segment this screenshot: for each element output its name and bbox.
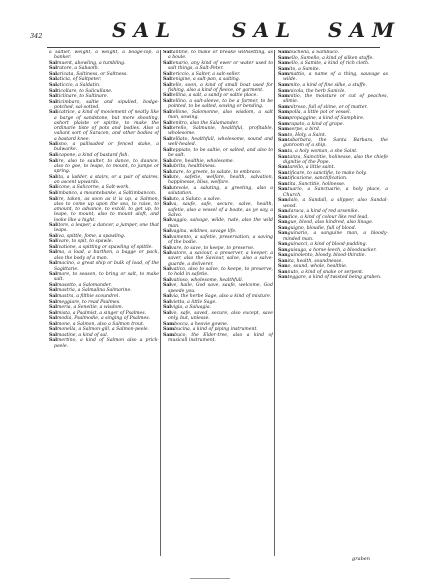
entry-definition: aticia, of Saltpeter. xyxy=(57,77,102,83)
entry-headword: Sal xyxy=(49,196,58,202)
entry-headword: San xyxy=(278,258,288,264)
entry-definition: vigia, a Saluagia. xyxy=(171,305,212,311)
entry-definition: mastine, a kind of sal. xyxy=(57,332,109,338)
entry-definition: vatore, a saviour, a preserver, a keeper, a saver, also the Saviour, salve, also a salve-guarde, a deliverer. xyxy=(168,251,273,267)
dictionary-entry xyxy=(278,275,388,280)
entry-definition: mista, a Psalmist, a singer of Psalmes. xyxy=(57,310,147,316)
entry-definition: propaggine, a kind of Samphire. xyxy=(289,115,365,121)
entry-headword: Sal xyxy=(163,93,172,99)
entry-headword: Sam xyxy=(278,72,290,78)
dictionary-entry xyxy=(278,94,388,105)
entry-headword: San xyxy=(278,264,288,270)
entry-definition: mastra, a filthie scoundrel. xyxy=(57,293,120,299)
dictionary-entry xyxy=(49,159,159,175)
dictionary-entry xyxy=(278,231,388,242)
entry-headword: Sal xyxy=(49,66,58,72)
entry-headword: San xyxy=(278,138,288,144)
entry-headword: Sam xyxy=(163,321,175,327)
dictionary-entry xyxy=(163,283,273,294)
entry-definition: nitroso, full of slime, or of matter. xyxy=(289,104,368,110)
entry-headword: Sal xyxy=(49,282,58,288)
entry-definition: bocca, a heavie gowne. xyxy=(174,321,229,327)
entry-definition: ubrita, healthiness. xyxy=(171,164,217,170)
entry-definition: vatico, also to salve, to keepe, to preserve, to hold in safetie. xyxy=(168,267,273,278)
entry-definition: gue, blood, also kindred, also linage. xyxy=(287,220,374,226)
entry-definition: tenario, any kind of ewer or water used to salt things, a Salt-Peter. xyxy=(168,60,273,72)
entry-headword: Sal xyxy=(49,142,58,148)
entry-definition: teppiato, to be saltie, or salted, and also to be salt. xyxy=(168,147,273,159)
entry-headword: San xyxy=(278,165,288,171)
dictionary-column-2 xyxy=(163,50,273,556)
entry-headword: Sal xyxy=(49,153,58,159)
dictionary-entry xyxy=(49,294,159,299)
entry-definition: tanza, Sainctitie, holinesse, also the chiefe dignitie of the Pope. xyxy=(283,154,388,165)
entry-definition: ta, a holy woman, a she Saint. xyxy=(287,148,358,154)
entry-definition: tificare, to sanctifie, to make holy. xyxy=(287,170,367,176)
entry-headword: Sal xyxy=(49,60,58,66)
entry-definition: nitio, the moisture or cut of peaches, slimie. xyxy=(283,94,388,105)
running-head-left: SAL xyxy=(112,18,178,42)
dictionary-entry xyxy=(163,305,273,310)
dictionary-entry xyxy=(163,83,273,94)
entry-headword: Sal xyxy=(163,229,172,235)
entry-headword: Sal xyxy=(49,327,58,333)
entry-headword: Sal xyxy=(49,338,58,344)
entry-headword: Sam xyxy=(278,66,290,72)
entry-definition: tita, Sanctitie, holinesse. xyxy=(287,181,346,187)
entry-headword: Sal xyxy=(163,136,172,142)
entry-headword: Sal xyxy=(163,158,172,164)
dictionary-entry xyxy=(163,218,273,229)
entry-headword: Sal xyxy=(49,99,58,105)
entry-headword: Sal xyxy=(163,164,172,170)
dictionary-column-3 xyxy=(278,50,388,556)
column-divider xyxy=(160,50,161,556)
entry-definition: tarello, a little saint. xyxy=(287,165,336,171)
entry-headword: San xyxy=(278,170,288,176)
entry-definition: aricata, Saltiness, or Saltness. xyxy=(57,71,128,77)
entry-headword: San xyxy=(278,275,288,281)
dictionary-entry xyxy=(49,100,159,111)
entry-headword: Sal xyxy=(163,294,172,300)
entry-headword: San xyxy=(278,214,288,220)
entry-definition: vo, safe, saved, secure, also except, save only, but, unlesse. xyxy=(168,310,273,322)
entry-headword: Sam xyxy=(278,82,290,88)
entry-headword: San xyxy=(278,242,288,248)
entry-headword: Sal xyxy=(163,82,172,88)
entry-definition: icone, a Salicorne, a Salt-work. xyxy=(57,185,130,191)
entry-headword: Sam xyxy=(278,110,290,116)
entry-definition: ubre, healthie, wholesome. xyxy=(171,158,235,164)
entry-headword: Sam xyxy=(163,332,175,338)
dictionary-entry xyxy=(163,235,273,246)
entry-headword: Sam xyxy=(278,104,290,110)
dictionary-entry xyxy=(163,126,273,137)
entry-headword: Sal xyxy=(49,71,58,77)
entry-definition: iva, spittle, fome, a spawling. xyxy=(57,233,126,239)
entry-definition: guinario, a sanguine man, a bloody-minded man. xyxy=(283,231,388,242)
dictionary-entry xyxy=(49,261,159,272)
entry-headword: Sal xyxy=(49,261,58,267)
entry-definition: tabarbara, the Santa Barbara, the gunroom of a ship. xyxy=(283,138,388,149)
entry-headword: Sal xyxy=(49,288,58,294)
dictionary-entry xyxy=(49,338,159,349)
dictionary-entry xyxy=(163,229,273,234)
entry-definition: utevole, a saluting, a greeting, also a salutation. xyxy=(168,186,273,197)
entry-headword: Sal xyxy=(49,190,58,196)
entry-headword: Sam xyxy=(278,61,290,67)
entry-definition: daraca, a kind of red arsenike. xyxy=(287,209,359,215)
entry-headword: Sam xyxy=(278,88,290,94)
dictionary-entry xyxy=(278,187,388,198)
entry-definition: ma, a load, a burthen, a bagge or pack, also the body of a man. xyxy=(54,250,159,261)
entry-headword: Sal xyxy=(49,239,58,245)
dictionary-entry xyxy=(278,89,388,94)
dictionary-entry xyxy=(163,294,273,299)
catchword: graben xyxy=(352,556,370,562)
dictionary-entry xyxy=(163,246,273,251)
entry-definition: imbanco, a mountebanke, a Saltimbancon. xyxy=(57,190,157,196)
dictionary-entry xyxy=(49,66,159,71)
entry-definition: muent, abowling, a tumbling. xyxy=(57,60,126,66)
entry-headword: Sal xyxy=(163,234,172,240)
entry-definition: icatrice, a kind of moviement of neatly like a barge of sandstone, but more shooting, ashort plaiste or spirite, to make the ordinarie tiste of pots and bodies. Also a valiant sort of Saracen, and other bodies of a bastard knee. xyxy=(54,110,159,142)
entry-headword: Sal xyxy=(49,250,58,256)
entry-headword: Sal xyxy=(49,110,58,116)
entry-definition: dice, a kind of colour like red lead. xyxy=(287,214,369,220)
dictionary-entry xyxy=(278,242,388,247)
entry-definition: ello, a Samite, a kind of rich cloth. xyxy=(289,61,370,67)
entry-headword: Sal xyxy=(49,88,58,94)
entry-definition: telliato, healthfull, wholesome, sound and well-healed. xyxy=(168,136,273,148)
entry-headword: Sal xyxy=(163,202,172,208)
dictionary-entry xyxy=(278,56,388,61)
dictionary-entry xyxy=(49,175,159,186)
entry-definition: macino, a great ship or bulk of load, of the Sagittarie. xyxy=(54,261,159,272)
dictionary-entry xyxy=(163,137,273,148)
dictionary-entry xyxy=(49,83,159,88)
entry-definition: ticimbaro, saltie and sipulied, bodge-potched, sal-sotted. xyxy=(54,99,159,110)
entry-definition: mare, to season, to bring or salt, to make salt. xyxy=(54,272,159,283)
entry-definition: va, saufe, safe, secure, salve, health, safetie, also a vessel of a boate, as ye say, a Salvo. xyxy=(168,202,273,218)
entry-definition: vagina, wildnes, savage life. xyxy=(171,229,237,235)
entry-headword: San xyxy=(278,209,288,215)
dictionary-entry xyxy=(163,164,273,169)
entry-headword: Sal xyxy=(49,158,58,164)
entry-headword: Sal xyxy=(49,77,58,83)
entry-headword: Sal xyxy=(163,50,172,55)
dictionary-entry xyxy=(278,61,388,66)
dictionary-entry xyxy=(49,185,159,190)
entry-headword: Sam xyxy=(278,115,290,121)
entry-headword: Sam xyxy=(278,50,290,55)
entry-headword: Sal xyxy=(163,71,172,77)
dictionary-entry xyxy=(163,186,273,197)
dictionary-entry xyxy=(163,202,273,218)
entry-definition: mastria, a Salmalina Salmarine. xyxy=(57,288,132,294)
dictionary-entry xyxy=(278,127,388,132)
entry-definition: nuto, a kind of snake or serpent. xyxy=(287,269,364,275)
dictionary-entry xyxy=(49,288,159,293)
entry-headword: Sal xyxy=(163,251,172,257)
page-header xyxy=(30,18,400,48)
entry-definition: rapato, a kind of grape. xyxy=(289,121,345,127)
entry-headword: San xyxy=(278,269,288,275)
entry-headword: Sal xyxy=(49,272,58,278)
entry-definition: dalo, a Sandall, a slipper, also Sandal-wood. xyxy=(283,198,388,209)
dictionary-entry xyxy=(163,333,273,344)
entry-headword: Sal xyxy=(49,185,58,191)
entry-definition: modia, Psalmodie, a singing of Psalmes. xyxy=(57,316,151,322)
entry-definition: guisuga, a horse-leech, a bloodsucker. xyxy=(287,247,377,253)
entry-headword: San xyxy=(278,231,288,237)
entry-definition: mito, a kind of fine silke, a stuffe. xyxy=(289,82,367,88)
entry-headword: Sal xyxy=(49,174,58,180)
entry-headword: Sam xyxy=(278,121,290,127)
entry-headword: Sal xyxy=(49,293,58,299)
dictionary-entry xyxy=(49,110,159,142)
entry-headword: Sal xyxy=(49,94,58,100)
entry-headword: Sal xyxy=(163,277,172,283)
dictionary-entry xyxy=(49,94,159,99)
dictionary-entry xyxy=(278,165,388,170)
dictionary-entry xyxy=(49,153,159,158)
entry-headword: Sal xyxy=(49,321,58,327)
dictionary-entry xyxy=(278,72,388,83)
entry-headword: Sal xyxy=(163,77,172,83)
entry-definition: guigno, bloudie, full of blood. xyxy=(287,225,357,231)
entry-definition: icapone, a kind of bastard fish. xyxy=(57,153,129,159)
entry-headword: San xyxy=(278,181,288,187)
entry-definition: ratore, a Sabaoth. xyxy=(57,66,100,72)
entry-definition: ve, haile, God save, saufe, welcome, God speede you. xyxy=(168,283,273,294)
entry-definition: meggiare, to read Psalmes. xyxy=(57,299,121,305)
entry-headword: San xyxy=(278,154,288,160)
entry-headword: Sal xyxy=(163,283,172,289)
entry-definition: ito, a Samite. xyxy=(289,66,321,72)
column-divider xyxy=(274,50,275,556)
entry-definition: vietta, a little Sage. xyxy=(171,299,217,305)
entry-definition: ita, health, soundnesse. xyxy=(287,258,343,264)
entry-headword: Sam xyxy=(163,327,175,333)
dictionary-entry xyxy=(163,93,273,98)
dictionary-entry xyxy=(163,327,273,332)
dictionary-entry xyxy=(278,209,388,214)
dictionary-entry xyxy=(49,142,159,153)
entry-definition: ita, a ladder, a stairs, or a pair of staires, an ascent upwards. xyxy=(54,174,159,185)
dictionary-entry xyxy=(278,122,388,127)
entry-definition: bucina, a kind of piping instrument. xyxy=(174,327,258,333)
dictionary-entry xyxy=(278,110,388,115)
entry-definition: ute, safetie, welfare, health, salvation, happinesse, bliss, welfare. xyxy=(168,175,273,186)
entry-definition: polla, a little pot or vessel. xyxy=(289,110,352,116)
entry-headword: San xyxy=(278,253,288,259)
entry-definition: buco, the Elder-tree, also a kind of musicall instrument. xyxy=(168,332,273,344)
dictionary-entry xyxy=(278,220,388,225)
entry-definition: serpe, a bird. xyxy=(289,127,321,133)
dictionary-entry xyxy=(278,83,388,88)
entry-definition: itore, a leaper, a dancer, a jumper, one that leaps. xyxy=(54,223,159,234)
entry-definition: vamento, a safetie, preservation, a saving of the bodie. xyxy=(168,234,273,245)
dictionary-entry xyxy=(49,305,159,310)
dictionary-entry xyxy=(163,50,273,61)
entry-headword: San xyxy=(278,187,288,193)
entry-headword: Sal xyxy=(163,126,172,132)
entry-headword: Sal xyxy=(163,310,172,316)
entry-headword: Sal xyxy=(163,196,172,202)
entry-headword: San xyxy=(278,198,288,204)
entry-definition: ivatione, a spitting or spawling of spittle. xyxy=(57,244,153,250)
entry-definition: guinolento, bloody, blood-thirstie. xyxy=(287,253,366,259)
entry-headword: Sal xyxy=(49,310,58,316)
dictionary-entry xyxy=(49,300,159,305)
dictionary-column-1 xyxy=(49,50,159,556)
entry-definition: a saltier, weight, a weight, a boage-lop, a banker. xyxy=(49,50,159,61)
entry-definition: to, Holy, a Saint. xyxy=(287,132,327,138)
entry-headword: Sam xyxy=(278,55,290,61)
dictionary-entry xyxy=(163,110,273,121)
dictionary-entry xyxy=(163,61,273,72)
running-head-right: SAM xyxy=(328,18,402,42)
running-head-center: SAL xyxy=(232,18,298,42)
entry-headword: San xyxy=(278,132,288,138)
entry-headword: Sal xyxy=(163,169,172,175)
entry-headword: Sal xyxy=(163,120,172,126)
entry-headword: Sal xyxy=(163,186,172,191)
entry-headword: Sal xyxy=(49,316,58,322)
entry-definition: ticollare, to Salicullane. xyxy=(57,88,113,94)
entry-headword: Sal xyxy=(163,175,172,181)
entry-definition: utare, to greete, to salute, to embrace. xyxy=(171,169,262,175)
entry-headword: Sam xyxy=(278,127,290,133)
entry-headword: Sam xyxy=(278,94,290,100)
entry-definition: tuario, a Sanctuarie, a holy place, a Church. xyxy=(283,187,388,198)
entry-definition: tantine, to make or breake withsetting, as a boule. xyxy=(168,50,273,61)
entry-headword: Sal xyxy=(49,299,58,305)
dictionary-entry xyxy=(163,251,273,267)
entry-definition: tellino, a salt-sleeve, to be a farmer, to be pointed, to be salted, sowing or bending. xyxy=(168,99,273,110)
entry-headword: Sal xyxy=(49,223,58,229)
dictionary-entry xyxy=(49,316,159,321)
entry-headword: Sal xyxy=(49,82,58,88)
entry-definition: ivare, to spit, to spawle. xyxy=(57,239,113,245)
entry-headword: Sal xyxy=(163,245,172,251)
entry-definition: tellina, a salt, a sandy or saltie place. xyxy=(171,93,258,99)
entry-headword: San xyxy=(278,225,288,231)
entry-headword: Sal xyxy=(163,99,172,105)
entry-definition: teggare, a kind of twisted being graben. xyxy=(287,275,382,281)
entry-definition: mattio, a name of a thing, sauvage as wilde. xyxy=(283,72,388,83)
entry-definition: ire, taken, as soon as it is up, a Salmon, also to come up upon the sea, to raise, to amount, to advance, to extoll, to get up, to leape, to mount, also to mount aloft, and looke like a hight. xyxy=(54,196,159,223)
entry-headword: Sal xyxy=(163,109,172,115)
header-rule xyxy=(47,47,380,48)
dictionary-entry xyxy=(163,311,273,322)
entry-definition: buchella, a Sambuco. xyxy=(289,50,339,55)
entry-headword: San xyxy=(278,220,288,226)
dictionary-entry xyxy=(278,50,388,55)
dictionary-entry xyxy=(49,89,159,94)
entry-definition: vaggio, salvage, wilde, rude, also the wild man. xyxy=(168,218,273,229)
entry-definition: tello, soon, a kind of small boat used for fishing, also a kind of fleece, or garment. xyxy=(168,82,273,93)
dictionary-entry xyxy=(49,239,159,244)
dictionary-entry xyxy=(163,99,273,110)
entry-headword: Sal xyxy=(163,147,172,153)
dictionary-entry xyxy=(49,327,159,332)
entry-headword: Sal xyxy=(49,332,58,338)
entry-definition: guinacci, a kind of blood-pudding. xyxy=(287,242,368,248)
entry-definition: isno, a pallisaded or fenced stake, a bulwarke. xyxy=(54,142,159,153)
dictionary-entry xyxy=(163,267,273,278)
entry-headword: Sal xyxy=(163,218,172,224)
entry-definition: terello, Salmunie, healthful, profitable, wholesome. xyxy=(168,126,273,137)
dictionary-entry xyxy=(278,198,388,209)
entry-definition: vare, to save, to keepe, to preserve. xyxy=(171,245,255,251)
entry-headword: Sal xyxy=(163,299,172,305)
entry-headword: San xyxy=(278,148,288,154)
entry-definition: via, the herbe Sage, also a kind of mixture. xyxy=(171,294,272,300)
dictionary-entry xyxy=(163,77,273,82)
dictionary-entry xyxy=(49,191,159,196)
entry-definition: vatioso, wholesome, healthfull. xyxy=(171,277,244,283)
page-number: 342 xyxy=(30,32,43,40)
entry-headword: Sal xyxy=(49,244,58,250)
entry-headword: San xyxy=(278,176,288,182)
dictionary-entry xyxy=(278,149,388,154)
entry-definition: ticlinare, to Saltinare. xyxy=(57,94,109,100)
dictionary-entry xyxy=(49,250,159,261)
entry-definition: tericcio, a Salter, a salt-seller. xyxy=(171,71,241,77)
entry-definition: masetto, a Salomander. xyxy=(57,282,112,288)
entry-definition: tenigine, a salt-pan, a salting. xyxy=(171,77,241,83)
dictionary-entry xyxy=(49,223,159,234)
entry-definition: uto, a Saluto, a salve. xyxy=(171,196,222,202)
dictionary-entry xyxy=(278,264,388,269)
entry-headword: San xyxy=(278,247,288,253)
entry-headword: Sal xyxy=(49,305,58,311)
dictionary-entry xyxy=(278,138,388,149)
dictionary-entry xyxy=(49,272,159,283)
entry-headword: Sal xyxy=(163,60,172,66)
dictionary-entry xyxy=(163,175,273,186)
dictionary-entry xyxy=(49,50,159,61)
entry-definition: nicola, the herb Sanicle. xyxy=(289,88,346,94)
entry-definition: mone, a Salmon, also a Salmon trout. xyxy=(57,321,145,327)
dictionary-entry xyxy=(278,155,388,166)
dictionary-entry xyxy=(49,197,159,223)
entry-definition: o, sound, whole, healthie. xyxy=(287,264,348,270)
dictionary-entry xyxy=(278,176,388,181)
entry-definition: tellone, Salomonne, also wisdom, a salt man, sowing. xyxy=(168,109,273,121)
dictionary-entry xyxy=(278,253,388,258)
entry-definition: ello, Samello, a kind of silken stuffe. xyxy=(289,55,374,61)
entry-headword: Sal xyxy=(49,233,58,239)
entry-definition: aticcio, a Saldatin. xyxy=(57,82,101,88)
entry-headword: Sal xyxy=(163,305,172,311)
entry-definition: ire, also to saulter, to dance, to daunce, also to goe, to leape, to mount, to jumpe or spring. xyxy=(54,158,159,175)
entry-definition: tenitro, also the Salamander. xyxy=(171,120,239,126)
entry-headword: Sal xyxy=(163,267,172,273)
page-footer-rule xyxy=(190,578,230,579)
dictionary-entry xyxy=(163,148,273,159)
dictionary-entry xyxy=(278,116,388,121)
entry-definition: mertino, a kind of Salmon also a prick-peele. xyxy=(54,338,159,349)
entry-definition: tificazione, sanctification. xyxy=(287,176,348,182)
entry-definition: meria, a Seneitie, a wisdom. xyxy=(57,305,124,311)
dictionary-entry xyxy=(49,77,159,82)
entry-definition: monella, a Salmon-gill, a Salmon-peele. xyxy=(57,327,150,333)
